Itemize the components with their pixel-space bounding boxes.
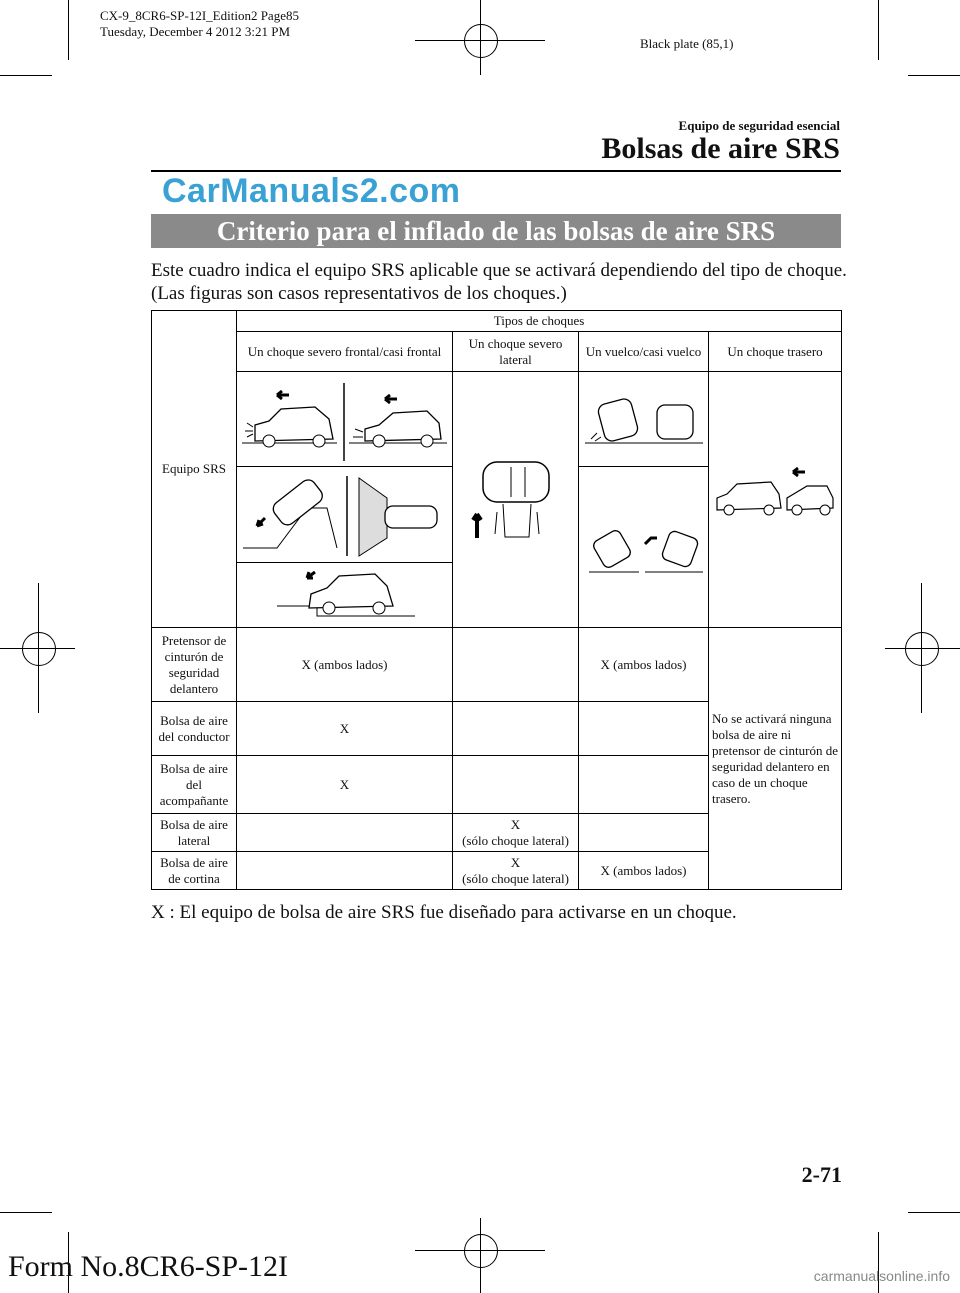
cell-curtain-rollover: X (ambos lados)	[579, 852, 709, 890]
group-header: Tipos de choques	[237, 311, 842, 332]
cell-side-rollover	[579, 814, 709, 852]
rollover-illustration-1	[579, 372, 709, 467]
col-header-rollover: Un vuelco/casi vuelco	[579, 332, 709, 372]
cell-driver-lateral	[453, 702, 579, 756]
cell-pretensioner-lateral	[453, 628, 579, 702]
frontal-climb-illustration	[237, 563, 453, 628]
curtain-lateral-note: (sólo choque lateral)	[462, 870, 569, 886]
cell-curtain-lateral	[453, 852, 579, 890]
corner-label: Equipo SRS	[152, 311, 237, 628]
cell-driver-frontal: X	[237, 702, 453, 756]
print-file-line: CX-9_8CR6-SP-12I_Edition2 Page85	[100, 8, 299, 23]
cell-side-frontal	[237, 814, 453, 852]
watermark-top: CarManuals2.com	[162, 172, 461, 210]
rear-crash-note: No se activará ninguna bolsa de aire ni pretensor de cinturón de seguridad delantero en caso de un choque trasero.	[709, 628, 842, 890]
row-label-side-airbag: Bolsa de aire lateral	[152, 814, 237, 852]
col-header-frontal: Un choque severo frontal/casi frontal	[237, 332, 453, 372]
cell-curtain-frontal	[237, 852, 453, 890]
print-date-line: Tuesday, December 4 2012 3:21 PM	[100, 24, 291, 39]
watermark-bottom: carmanualsonline.info	[813, 1268, 950, 1284]
footnote: X : El equipo de bolsa de aire SRS fue diseñado para activarse en un choque.	[151, 902, 737, 923]
rollover-illustration-2	[579, 467, 709, 628]
rear-crash-illustration	[709, 372, 842, 628]
cell-passenger-rollover	[579, 756, 709, 814]
section-title: Bolsas de aire SRS	[601, 132, 840, 165]
col-header-rear: Un choque trasero	[709, 332, 842, 372]
form-number: Form No.8CR6-SP-12I	[8, 1250, 289, 1283]
side-lateral-note: (sólo choque lateral)	[462, 832, 569, 848]
side-lateral-mark: X	[510, 816, 521, 832]
curtain-lateral-mark: X	[510, 854, 521, 870]
page-number: 2-71	[801, 1162, 842, 1187]
intro-line-2: (Las figuras son casos representativos de los choques.)	[151, 283, 567, 304]
col-header-lateral: Un choque severo lateral	[453, 332, 579, 372]
row-label-pretensioner: Pretensor de cinturón de seguridad delantero	[152, 628, 237, 702]
cell-passenger-frontal: X	[237, 756, 453, 814]
row-label-passenger-airbag: Bolsa de aire del acompañante	[152, 756, 237, 814]
section-label: Equipo de seguridad esencial	[678, 118, 840, 133]
intro-text	[151, 259, 851, 305]
banner-title: Criterio para el inflado de las bolsas de aire SRS	[151, 214, 841, 248]
offset-crash-illustration	[237, 467, 453, 563]
row-label-driver-airbag: Bolsa de aire del conductor	[152, 702, 237, 756]
row-label-curtain-airbag: Bolsa de aire de cortina	[152, 852, 237, 890]
cell-side-lateral	[453, 814, 579, 852]
lateral-crash-illustration	[453, 372, 579, 628]
cell-pretensioner-frontal: X (ambos lados)	[237, 628, 453, 702]
cell-driver-rollover	[579, 702, 709, 756]
intro-line-1: Este cuadro indica el equipo SRS aplicable que se activará dependiendo del tipo de choque.	[151, 260, 847, 281]
cell-pretensioner-rollover: X (ambos lados)	[579, 628, 709, 702]
frontal-crash-illustration	[237, 372, 453, 467]
plate-label: Black plate (85,1)	[640, 36, 734, 51]
cell-passenger-lateral	[453, 756, 579, 814]
srs-criteria-table	[151, 310, 842, 890]
